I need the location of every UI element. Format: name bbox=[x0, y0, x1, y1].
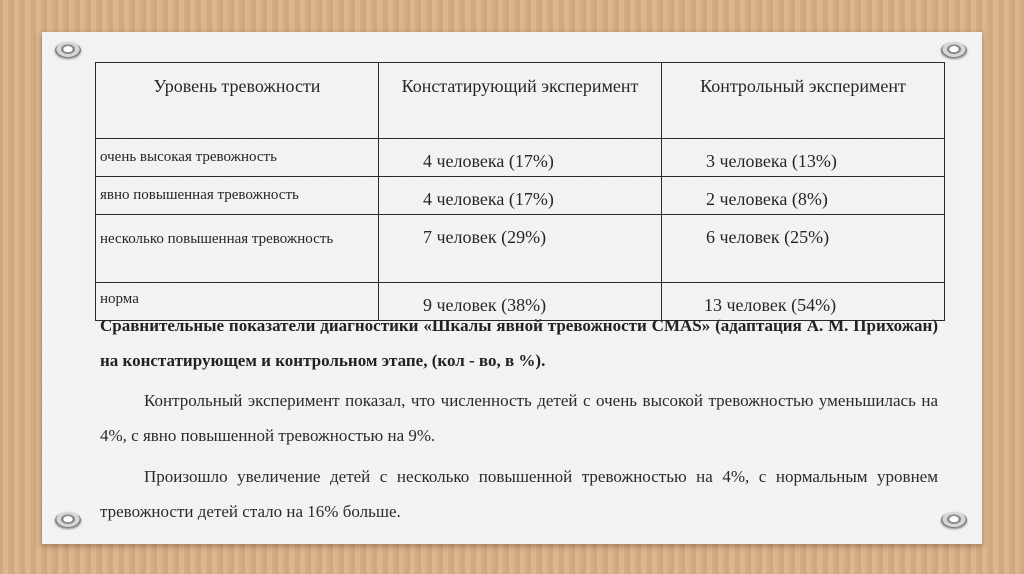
anxiety-table bbox=[95, 62, 945, 321]
table-row bbox=[96, 215, 945, 283]
table-row bbox=[96, 139, 945, 177]
cell-level: норма bbox=[96, 283, 379, 321]
rivet-icon bbox=[941, 42, 967, 58]
rivet-icon bbox=[941, 512, 967, 528]
body-paragraph: Контрольный эксперимент показал, что численность детей с очень высокой тревожностью уменьшилась на 4%, с явно повышенной тревожностью на 9%. bbox=[100, 391, 938, 445]
cell-level: явно повышенная тревожность bbox=[96, 177, 379, 215]
header-control: Контрольный эксперимент bbox=[662, 63, 945, 139]
table-header-row bbox=[96, 63, 945, 139]
body-paragraph: Произошло увеличение детей с несколько повышенной тревожностью на 4%, с нормальным уровнем тревожности детей стало на 16% больше. bbox=[100, 467, 938, 521]
header-level: Уровень тревожности bbox=[96, 63, 379, 139]
table-caption: Сравнительные показатели диагностики «Шкалы явной тревожности CMAS» (адаптация А. М. Прихожан) на констатирующем и контрольном этапе, (кол - во, в %). bbox=[100, 316, 938, 370]
cell-ascertaining: 7 человек (29%) bbox=[379, 215, 662, 283]
cell-ascertaining: 4 человека (17%) bbox=[379, 177, 662, 215]
cell-control: 6 человек (25%) bbox=[662, 215, 945, 283]
table-row bbox=[96, 177, 945, 215]
cell-control: 13 человек (54%) bbox=[662, 283, 945, 321]
rivet-icon bbox=[55, 42, 81, 58]
header-ascertaining: Констатирующий эксперимент bbox=[379, 63, 662, 139]
rivet-icon bbox=[55, 512, 81, 528]
cell-control: 2 человека (8%) bbox=[662, 177, 945, 215]
cell-control: 3 человека (13%) bbox=[662, 139, 945, 177]
cell-ascertaining: 9 человек (38%) bbox=[379, 283, 662, 321]
cell-level: очень высокая тревожность bbox=[96, 139, 379, 177]
cell-ascertaining: 4 человека (17%) bbox=[379, 139, 662, 177]
cell-level: несколько повышенная тревожность bbox=[96, 215, 379, 283]
